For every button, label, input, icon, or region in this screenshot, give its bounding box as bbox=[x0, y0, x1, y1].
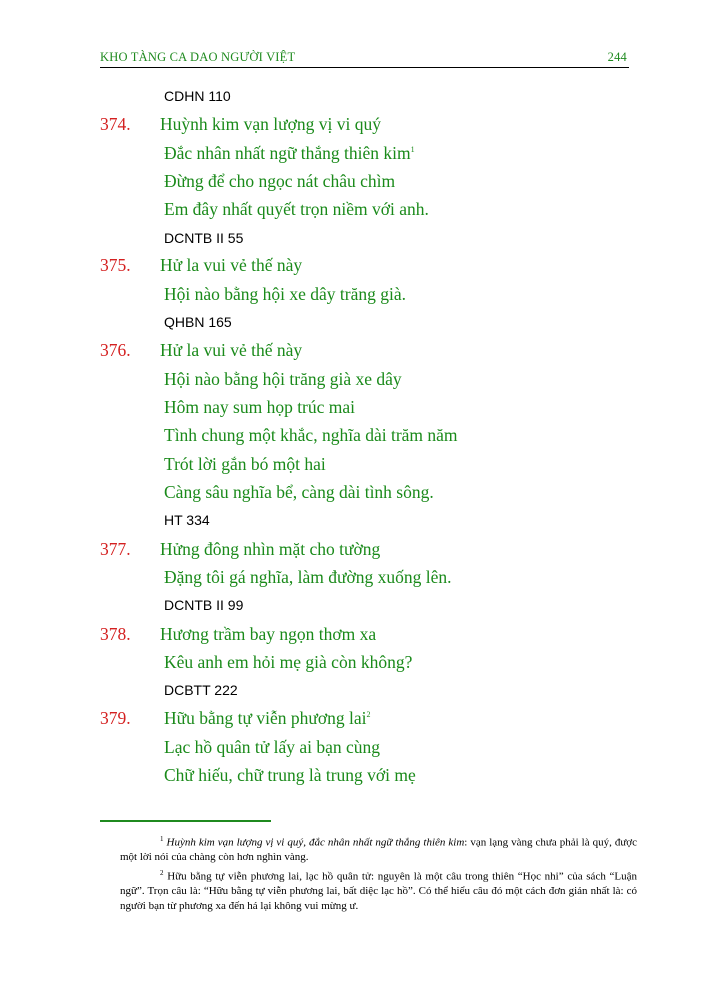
verse-line: Trót lời gắn bó một hai bbox=[164, 454, 326, 474]
verse-line: Em đây nhất quyết trọn niềm với anh. bbox=[164, 199, 429, 219]
footnotes bbox=[120, 832, 637, 914]
verse-line: Hội nào bằng hội trăng già xe dây bbox=[164, 369, 402, 389]
source-ref: CDHN 110 bbox=[164, 88, 231, 104]
verse-line: Hôm nay sum họp trúc mai bbox=[164, 397, 356, 417]
verse-line: Hửng đông nhìn mặt cho tường bbox=[160, 539, 381, 559]
footnote bbox=[120, 832, 637, 865]
entry-number: 379. bbox=[100, 708, 131, 728]
running-header bbox=[100, 47, 629, 68]
source-ref: QHBN 165 bbox=[164, 314, 232, 330]
verse-line: Hội nào bằng hội xe dây trăng già. bbox=[164, 284, 407, 304]
verse-line: Hữu bằng tự viễn phương lai$^2$ bbox=[164, 708, 371, 728]
source-ref: DCBTT 222 bbox=[164, 682, 238, 698]
footnote-text: : vạn lạng vàng chưa phải là quý, được một lời nói của chàng còn hơn nghìn vàng. bbox=[120, 836, 638, 864]
book-title: KHO TÀNG CA DAO NGƯỜI VIỆT bbox=[100, 50, 296, 64]
verse-line: Hử la vui vẻ thế này bbox=[160, 255, 303, 275]
verse-line: Tình chung một khắc, nghĩa dài trăm năm bbox=[164, 425, 458, 445]
verse-line: Lạc hồ quân tử lấy ai bạn cùng bbox=[164, 737, 381, 757]
source-ref: DCNTB II 99 bbox=[164, 597, 244, 613]
footnote-mark: 2 bbox=[160, 868, 164, 877]
footnote-text: Hữu bằng tự viễn phương lai, lạc hồ quân tử: nguyên là một câu trong thiên “Học nhi” của sách “Luận ngữ”. Trọn câu là: “Hữu bằng tự viễn phương lai, bất diệc lạc hồ”. Có thể hiểu câu đó một cách đơn giản nhất là: có người bạn từ phương xa đến há lại không vui mừng ư. bbox=[120, 870, 637, 912]
verse-line: Kêu anh em hỏi mẹ già còn không? bbox=[164, 652, 413, 672]
entry-number: 375. bbox=[100, 255, 131, 275]
verse-line: Hương trầm bay ngọn thơm xa bbox=[160, 624, 377, 644]
entry-number: 377. bbox=[100, 539, 131, 559]
verse-line: Đừng để cho ngọc nát châu chìm bbox=[164, 171, 396, 191]
page-number: 244 bbox=[607, 50, 627, 64]
footnote-divider bbox=[100, 820, 271, 822]
entry-number: 374. bbox=[100, 114, 131, 134]
verse-line: Đặng tôi gá nghĩa, làm đường xuống lên. bbox=[164, 567, 452, 587]
entry-number: 378. bbox=[100, 624, 131, 644]
verse-line: Càng sâu nghĩa bể, càng dài tình sông. bbox=[164, 482, 434, 502]
footnote-mark: 1 bbox=[160, 835, 164, 843]
footnote-italic: Huỳnh kim vạn lượng vị vi quý, đắc nhân nhất ngữ thắng thiên kim bbox=[166, 836, 465, 849]
verse-line: Hử la vui vẻ thế này bbox=[160, 340, 303, 360]
footnote-ref[interactable]: 2 bbox=[366, 710, 371, 720]
footnote bbox=[120, 866, 637, 913]
verse-line: Huỳnh kim vạn lượng vị vi quý bbox=[160, 114, 381, 134]
source-ref: DCNTB II 55 bbox=[164, 230, 244, 246]
verse-line: Chữ hiếu, chữ trung là trung với mẹ bbox=[164, 765, 416, 785]
entry-number: 376. bbox=[100, 340, 131, 360]
source-ref: HT 334 bbox=[164, 512, 210, 528]
verse-line: Đắc nhân nhất ngữ thắng thiên kim$^1$ bbox=[164, 143, 415, 163]
footnote-ref[interactable]: 1 bbox=[410, 145, 415, 155]
